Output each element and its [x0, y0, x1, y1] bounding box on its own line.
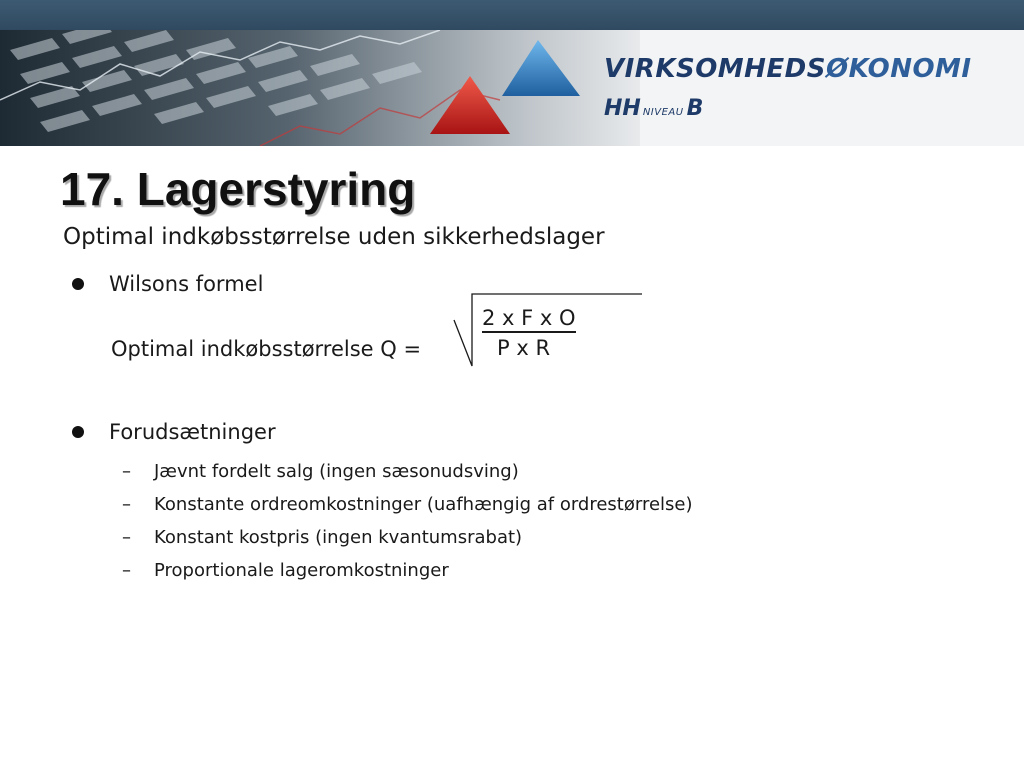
formula-numerator: 2 x F x O [482, 305, 576, 333]
list-item [122, 455, 693, 488]
bullet-dot [72, 426, 84, 438]
bullet-forudsaetninger [72, 420, 276, 444]
level-letter: B [686, 96, 704, 121]
list-item-text: Konstant kostpris (ingen kvantumsrabat) [154, 527, 523, 548]
bullet-text: Wilsons formel [109, 272, 264, 296]
bullet-dot [72, 278, 84, 290]
brand-title [604, 54, 972, 84]
list-item [122, 488, 693, 521]
dash-marker: – [122, 461, 131, 482]
dash-marker: – [122, 527, 131, 548]
list-item-text: Jævnt fordelt salg (ingen sæsonudsving) [154, 461, 519, 482]
slide-subtitle: Optimal indkøbsstørrelse uden sikkerhedslager [63, 224, 605, 250]
list-item-text: Proportionale lageromkostninger [154, 560, 449, 581]
list-item [122, 554, 693, 587]
level-word: NIVEAU [642, 107, 684, 118]
brand-title-part1: VIRKSOMHEDS [604, 54, 826, 84]
brand-title-part2: ØKONOMI [826, 54, 972, 84]
formula-label: Optimal indkøbsstørrelse Q = [111, 337, 422, 361]
slide-title: 17. Lagerstyring [60, 163, 416, 215]
bullet-wilsons-formel [72, 272, 263, 296]
dash-marker: – [122, 494, 131, 515]
dash-marker: – [122, 560, 131, 581]
list-item [122, 521, 693, 554]
header-strip [0, 0, 1024, 30]
bullet-text: Forudsætninger [109, 420, 276, 444]
header-banner [0, 30, 1024, 146]
level-prefix: HH [604, 96, 641, 121]
banner-keyboard-image [0, 30, 640, 146]
formula-denominator: P x R [497, 336, 551, 360]
assumptions-list [122, 455, 693, 587]
list-item-text: Konstante ordreomkostninger (uafhængig af ordrestørrelse) [154, 494, 693, 515]
brand-level [604, 96, 703, 121]
